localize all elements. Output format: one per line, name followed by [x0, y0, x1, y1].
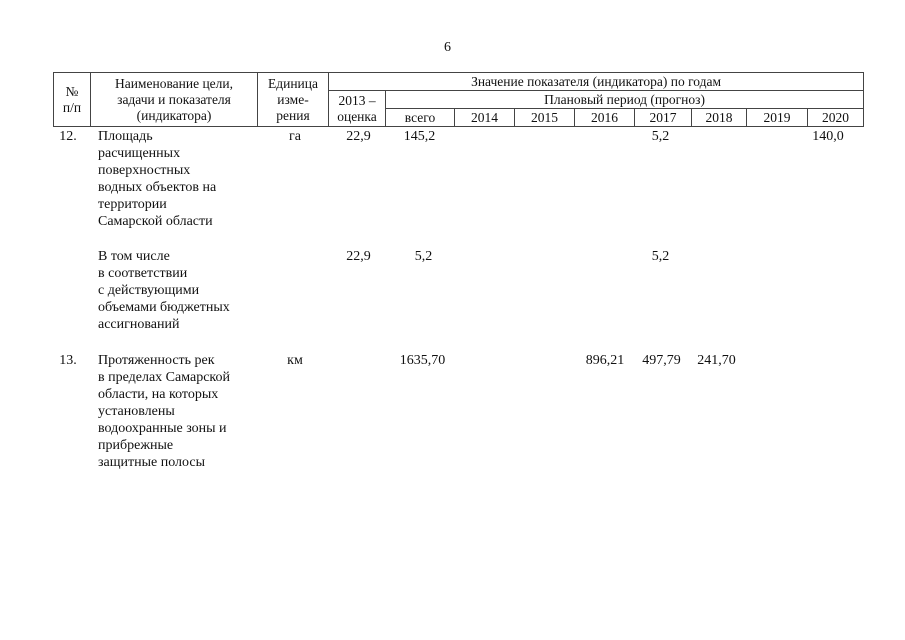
header-name-cell: Наименование цели, задачи и показателя (индикатора) — [91, 73, 258, 127]
header-year-cell: 2015 — [515, 109, 575, 127]
indicator-table-header — [53, 72, 864, 127]
row-value-total: 1635,70 — [399, 353, 446, 368]
row-indicator-name: Протяженность рек в пределах Самарской области, на которых установлены водоохранные зоны и прибрежные защитные полосы — [98, 353, 230, 470]
header-year-cell: 2016 — [575, 109, 635, 127]
row-unit: га — [289, 129, 301, 144]
header-year-cell: 2014 — [455, 109, 515, 127]
row-indicator-name: Площадь расчищенных поверхностных водных объектов на территории Самарской области — [98, 129, 217, 229]
row-value-2017: 5,2 — [651, 249, 670, 264]
header-unit-cell: Единица изме- рения — [258, 73, 329, 127]
header-values-group: Значение показателя (индикатора) по годам — [329, 73, 864, 91]
row-number: 13. — [59, 353, 77, 368]
row-indicator-name: В том числе в соответствии с действующими объемами бюджетных ассигнований — [98, 249, 230, 332]
row-value-2017: 497,79 — [642, 353, 681, 368]
row-value-total: 5,2 — [414, 249, 433, 264]
row-value-2017: 5,2 — [651, 129, 670, 144]
header-year-cell: 2019 — [747, 109, 808, 127]
header-year-cell: 2020 — [808, 109, 864, 127]
header-year-cell: 2017 — [635, 109, 692, 127]
header-total-cell: всего — [386, 109, 455, 127]
row-value-2020: 140,0 — [812, 129, 844, 144]
row-value-2013: 22,9 — [346, 249, 371, 264]
row-value-2013: 22,9 — [346, 129, 371, 144]
row-value-2016: 896,21 — [585, 353, 625, 368]
row-value-2018: 241,70 — [697, 353, 736, 368]
row-unit: км — [287, 353, 303, 368]
row-number: 12. — [59, 129, 77, 144]
row-value-total: 145,2 — [403, 129, 436, 144]
header-plan-period: Плановый период (прогноз) — [386, 91, 864, 109]
header-number-cell: № п/п — [54, 73, 91, 127]
header-year-cell: 2018 — [692, 109, 747, 127]
page-number: 6 — [444, 40, 451, 55]
header-2013-cell: 2013 – оценка — [329, 91, 386, 127]
